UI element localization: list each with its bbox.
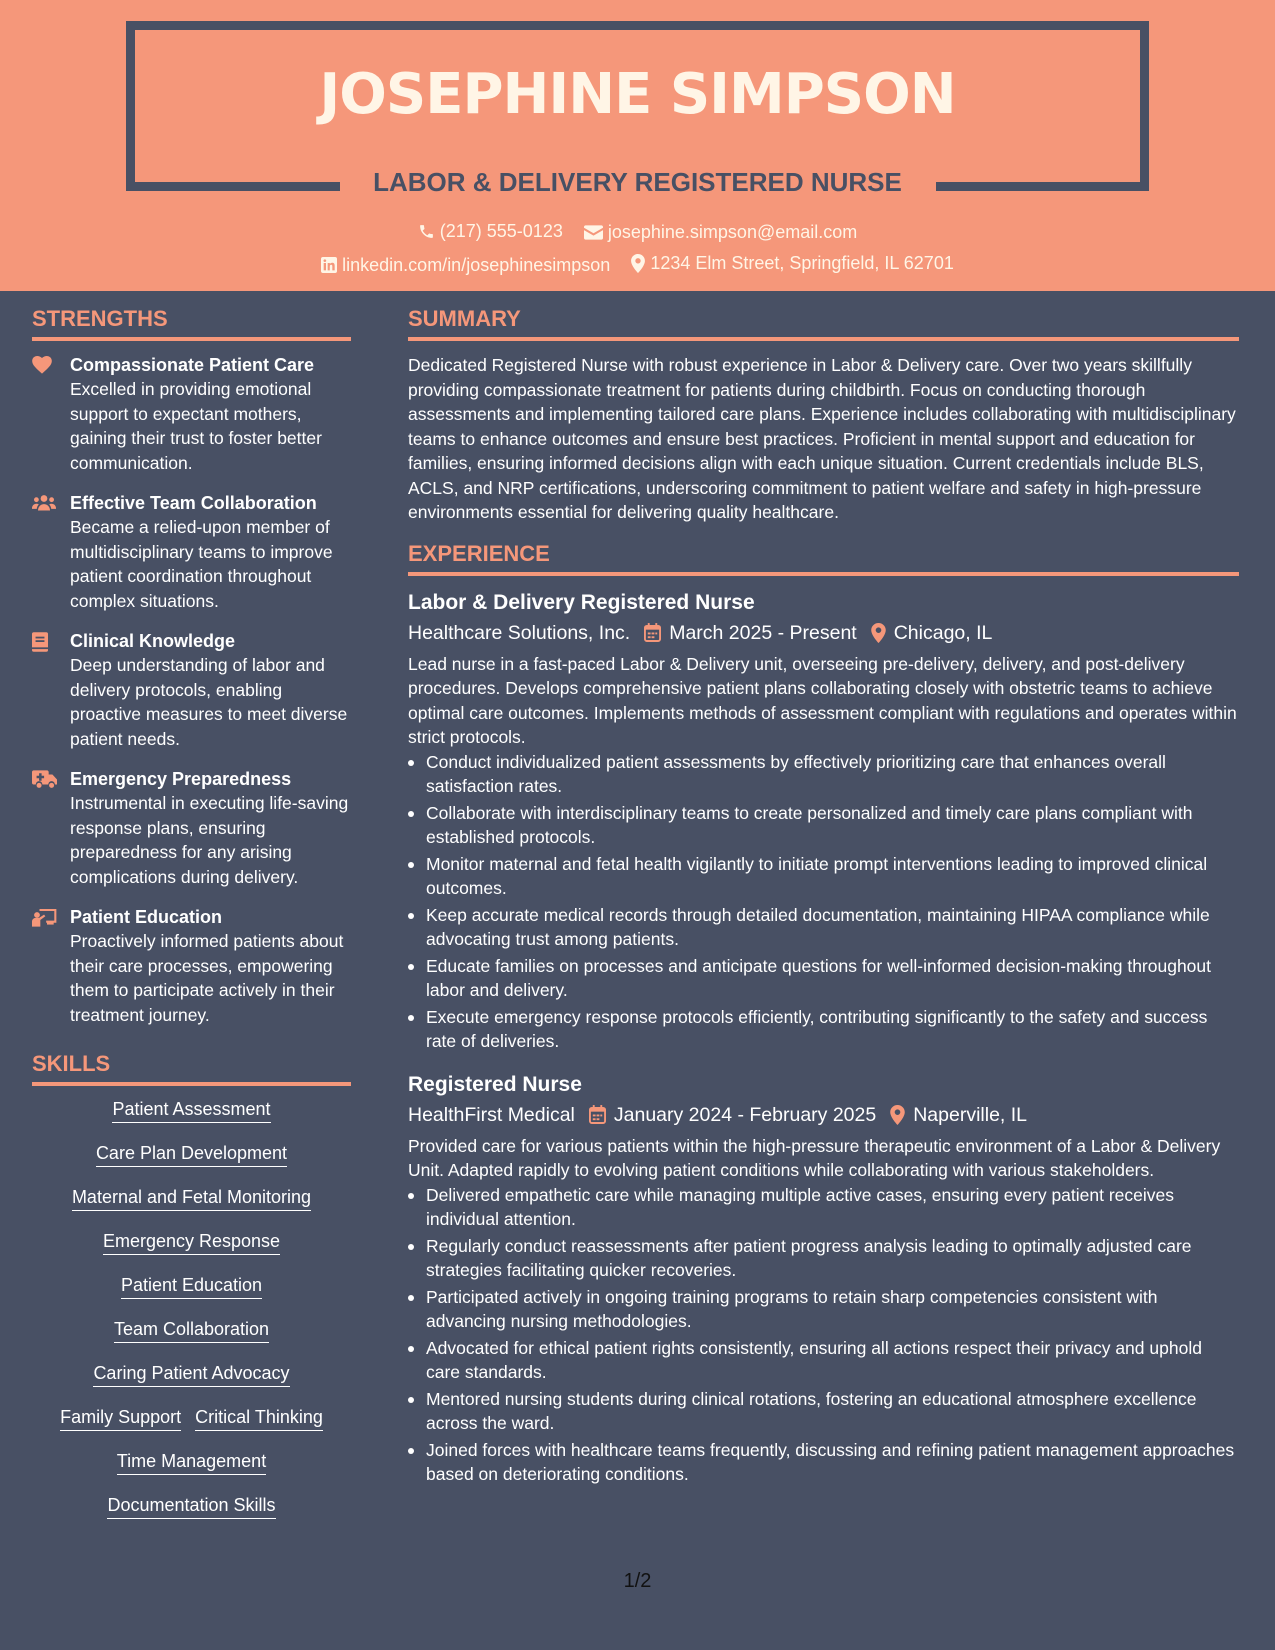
strength-item xyxy=(32,491,351,613)
skill-tag: Care Plan Development xyxy=(96,1142,287,1167)
strength-item xyxy=(32,767,351,889)
strength-title: Compassionate Patient Care xyxy=(70,355,315,375)
bullet-item: Participated actively in ongoing training programs to retain sharp competencies consistent with advancing nursing methodologies. xyxy=(408,1285,1239,1334)
right-column xyxy=(408,306,1239,1503)
company-name: HealthFirst Medical xyxy=(408,1103,575,1126)
role-location: Naperville, IL xyxy=(913,1103,1028,1126)
strength-title: Effective Team Collaboration xyxy=(70,493,317,513)
phone-text: (217) 555-0123 xyxy=(439,221,563,241)
skill-tag: Time Management xyxy=(117,1450,266,1475)
map-pin-icon xyxy=(890,1105,905,1125)
strengths-heading: STRENGTHS xyxy=(32,306,351,341)
contact-row xyxy=(0,253,1275,278)
bullet-item: Monitor maternal and fetal health vigilantly to initiate prompt interventions leading to improved clinical outcomes. xyxy=(408,852,1239,901)
bullet-item: Keep accurate medical records through detailed documentation, maintaining HIPAA compliance while advocating trust among patients. xyxy=(408,903,1239,952)
role-title: Registered Nurse xyxy=(408,1072,582,1096)
summary-text: Dedicated Registered Nurse with robust experience in Labor & Delivery care. Over two years skillfully providing compassionate treatment for patients during childbirth. Focus on conducting thorough assessments and implementing tailored care plans. Experience includes collaborating with multidisciplinary teams to enhance outcomes and ensure best practices. Proficient in mental support and education for families, ensuring informed decisions align with each unique situation. Current credentials include BLS, ACLS, and NRP certifications, underscoring commitment to patient welfare and safety in high-pressure environments essential for delivering quality healthcare. xyxy=(408,355,1236,522)
skill-tag: Maternal and Fetal Monitoring xyxy=(72,1186,311,1211)
skill-tag: Documentation Skills xyxy=(107,1494,275,1519)
skill-tag: Team Collaboration xyxy=(114,1318,269,1343)
role-dates: March 2025 - Present xyxy=(669,621,857,644)
skill-tag: Family Support xyxy=(60,1406,181,1431)
bullet-item: Collaborate with interdisciplinary teams to create personalized and timely care plans compliant with established protocols. xyxy=(408,801,1239,850)
address-text: 1234 Elm Street, Springfield, IL 62701 xyxy=(650,253,954,273)
role-meta xyxy=(408,618,1239,648)
page-number: 1/2 xyxy=(623,1570,652,1592)
bullet-item: Conduct individualized patient assessments by effectively prioritizing care that enhances overall satisfaction rates. xyxy=(408,750,1239,799)
role-dates: January 2024 - February 2025 xyxy=(613,1103,877,1126)
strength-title: Patient Education xyxy=(70,907,223,927)
bullet-item: Advocated for ethical patient rights consistently, ensuring all actions respect their privacy and uphold care standards. xyxy=(408,1336,1239,1385)
strength-desc: Instrumental in executing life-saving response plans, ensuring preparedness for any arising complications during delivery. xyxy=(70,793,349,887)
phone-contact[interactable] xyxy=(418,221,563,242)
linkedin-contact[interactable] xyxy=(321,255,610,276)
role-meta xyxy=(408,1100,1239,1130)
bullet-item: Execute emergency response protocols efficiently, contributing significantly to the safety and success rate of deliveries. xyxy=(408,1005,1239,1054)
phone-icon xyxy=(418,223,435,240)
skill-tag: Critical Thinking xyxy=(195,1406,323,1431)
map-pin-icon xyxy=(871,623,886,643)
role-bullets xyxy=(408,1183,1239,1487)
bullet-item: Mentored nursing students during clinical rotations, fostering an educational atmosphere excellence across the ward. xyxy=(408,1387,1239,1436)
bullet-item: Joined forces with healthcare teams frequently, discussing and refining patient management approaches based on deteriorating conditions. xyxy=(408,1438,1239,1487)
candidate-name: JOSEPHINE SIMPSON xyxy=(319,62,956,127)
strength-item xyxy=(32,905,351,1027)
bullet-item: Delivered empathetic care while managing multiple active cases, ensuring every patient receives individual attention. xyxy=(408,1183,1239,1232)
role-description: Provided care for various patients within the high-pressure therapeutic environment of a Labor & Delivery Unit. Adapted rapidly to evolving patient conditions while collaborating with various stakeholders. xyxy=(408,1135,1221,1180)
skills-list xyxy=(32,1098,351,1519)
users-icon xyxy=(32,494,56,511)
strength-title: Emergency Preparedness xyxy=(70,769,292,789)
ambulance-icon xyxy=(32,770,57,789)
summary-heading: SUMMARY xyxy=(408,306,1239,341)
skill-tag: Emergency Response xyxy=(103,1230,280,1255)
bullet-item: Regularly conduct reassessments after patient progress analysis leading to optimally adjusted care strategies facilitating quicker recoveries. xyxy=(408,1234,1239,1283)
heart-icon xyxy=(32,356,52,374)
email-text: josephine.simpson@email.com xyxy=(607,222,858,242)
strength-title: Clinical Knowledge xyxy=(70,631,236,651)
strength-desc: Became a relied-upon member of multidisciplinary teams to improve patient coordination throughout complex situations. xyxy=(70,517,333,611)
experience-entry xyxy=(408,1070,1239,1487)
email-contact[interactable] xyxy=(584,222,857,243)
experience-heading: EXPERIENCE xyxy=(408,541,1239,576)
bullet-item: Educate families on processes and anticipate questions for well-informed decision-making throughout labor and delivery. xyxy=(408,954,1239,1003)
company-name: Healthcare Solutions, Inc. xyxy=(408,621,631,644)
experience-entry xyxy=(408,588,1239,1054)
strength-desc: Excelled in providing emotional support to expectant mothers, gaining their trust to foster better communication. xyxy=(70,379,322,473)
strength-item xyxy=(32,629,351,751)
left-column xyxy=(32,306,351,1538)
strength-item xyxy=(32,353,351,475)
map-pin-icon xyxy=(631,254,645,273)
role-location: Chicago, IL xyxy=(893,621,993,644)
skill-tag: Patient Education xyxy=(121,1274,262,1299)
resume-header xyxy=(0,0,1275,291)
envelope-icon xyxy=(584,225,603,240)
calendar-icon xyxy=(644,623,661,642)
address-contact xyxy=(631,253,954,274)
role-bullets xyxy=(408,750,1239,1054)
linkedin-icon xyxy=(321,257,337,273)
skill-tag: Caring Patient Advocacy xyxy=(93,1362,289,1387)
strength-desc: Deep understanding of labor and delivery protocols, enabling proactive measures to meet diverse patient needs. xyxy=(70,655,348,749)
teacher-icon xyxy=(32,908,57,927)
calendar-icon xyxy=(589,1105,606,1124)
role-description: Lead nurse in a fast-paced Labor & Delivery unit, overseeing pre-delivery, delivery, and post-delivery procedures. Develops comprehensive patient plans collaborating closely with obstetric teams to achieve optimal care outcomes. Implements methods of assessment compliant with regulations and operates within strict protocols. xyxy=(408,653,1237,747)
role-title: Labor & Delivery Registered Nurse xyxy=(408,590,755,614)
book-icon xyxy=(32,632,48,652)
contact-row xyxy=(0,221,1275,245)
linkedin-text: linkedin.com/in/josephinesimpson xyxy=(342,254,611,275)
strength-desc: Proactively informed patients about their care processes, empowering them to participate actively in their treatment journey. xyxy=(70,931,344,1025)
skill-tag: Patient Assessment xyxy=(112,1098,270,1123)
job-title: LABOR & DELIVERY REGISTERED NURSE xyxy=(373,167,902,197)
skills-heading: SKILLS xyxy=(32,1051,351,1086)
